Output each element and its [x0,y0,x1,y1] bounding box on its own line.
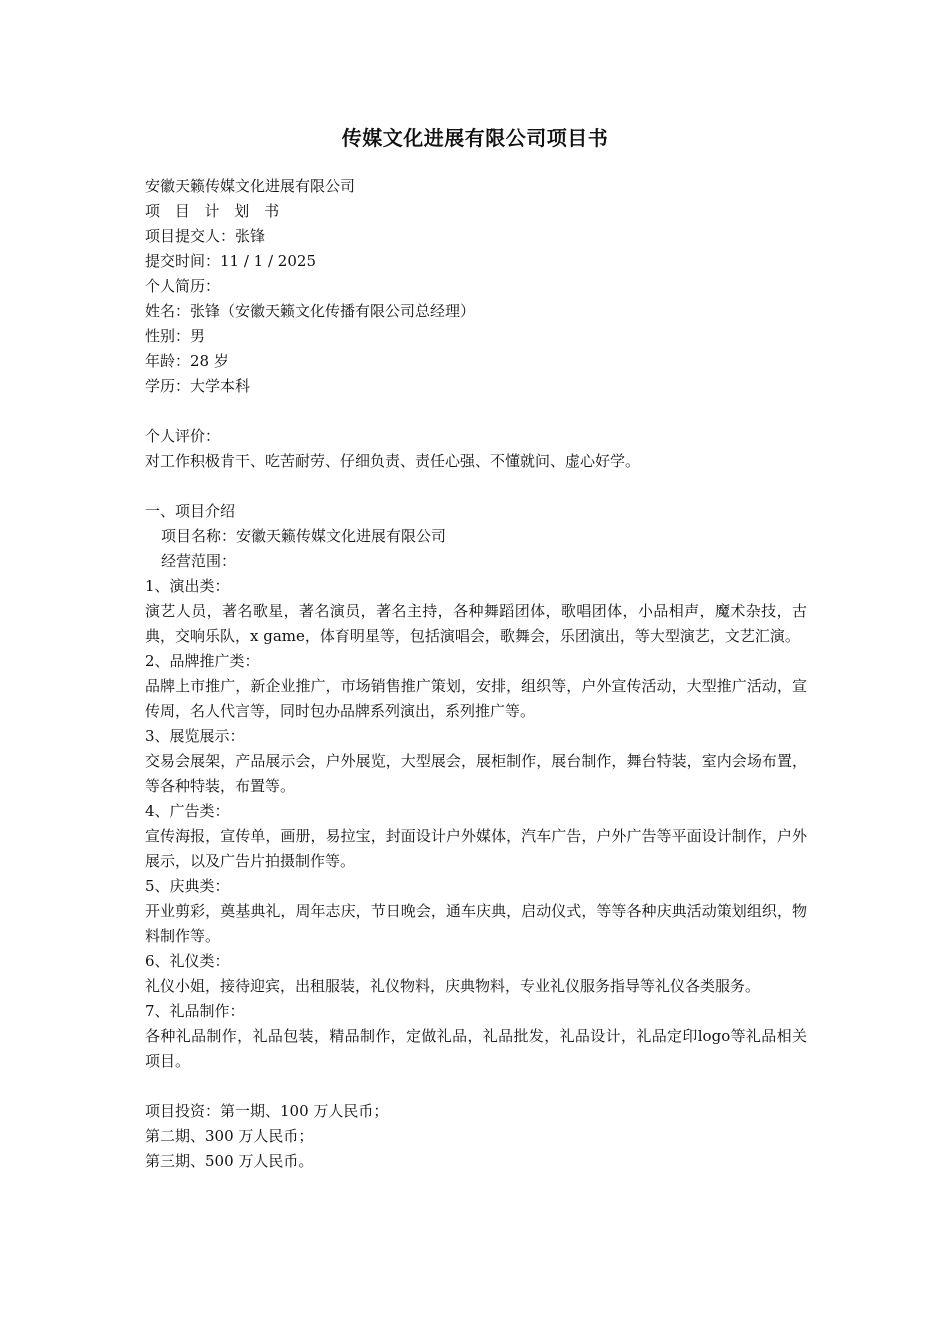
document-body [145,174,807,1174]
investment-phase3: 第三期、500 万人民币。 [145,1152,314,1170]
resume-education: 学历：大学本科 [145,377,251,395]
section-text: 交易会展架，产品展示会，户外展览，大型展会，展柜制作，展台制作，舞台特装，室内会场布置，等各种特装，布置等。 [145,752,807,795]
resume-age: 年龄：28 岁 [145,352,229,370]
spacer [145,474,807,499]
company-name: 安徽天籁传媒文化进展有限公司 [145,177,356,195]
document-title: 传媒文化进展有限公司项目书 [341,126,609,150]
section-heading: 7、礼品制作： [145,1002,245,1020]
submit-time-line: 提交时间：11 / 1 / 2025 [145,252,316,270]
section-text: 开业剪彩，奠基典礼，周年志庆，节日晚会，通车庆典，启动仪式，等等各种庆典活动策划组织，物料制作等。 [145,902,807,945]
section-text: 礼仪小姐，接待迎宾，出租服装，礼仪物料，庆典物料，专业礼仪服务指导等礼仪各类服务。 [145,977,761,995]
section-text: 各种礼品制作，礼品包装，精品制作，定做礼品，礼品批发，礼品设计，礼品定印logo等礼品相关项目。 [145,1027,807,1070]
section-text: 宣传海报，宣传单，画册，易拉宝，封面设计户外媒体，汽车广告，户外广告等平面设计制作，户外展示，以及广告片拍摄制作等。 [145,827,807,870]
section-heading: 5、庆典类： [145,877,230,895]
resume-heading: 个人简历： [145,277,221,295]
section-heading: 6、礼仪类： [145,952,230,970]
spacer [145,399,807,424]
intro-heading: 一、项目介绍 [145,502,236,520]
submitter-line: 项目提交人：张锋 [145,227,266,245]
section-heading: 2、品牌推广类： [145,652,260,670]
evaluation-heading: 个人评价： [145,427,221,445]
section-text: 品牌上市推广，新企业推广，市场销售推广策划，安排，组织等，户外宣传活动，大型推广活动，宣传周，名人代言等，同时包办品牌系列演出，系列推广等。 [145,677,807,720]
section-heading: 1、演出类： [145,577,230,595]
evaluation-text: 对工作积极肯干、吃苦耐劳、仔细负责、责任心强、不懂就问、虚心好学。 [145,452,641,470]
section-heading: 4、广告类： [145,802,230,820]
resume-gender: 性别：男 [145,327,206,345]
investment-phase2: 第二期、300 万人民币； [145,1127,314,1145]
scope-label: 经营范围： [161,552,237,570]
resume-name: 姓名：张锋（安徽天籁文化传播有限公司总经理） [145,302,476,320]
plan-label: 项 目 计 划 书 [145,202,285,220]
project-name-line: 项目名称：安徽天籁传媒文化进展有限公司 [161,527,447,545]
spacer [145,1074,807,1099]
section-heading: 3、展览展示： [145,727,245,745]
section-text: 演艺人员，著名歌星，著名演员，著名主持，各种舞蹈团体，歌唱团体，小品相声，魔术杂技，古典，交响乐队，x game，体育明星等，包括演唱会，歌舞会，乐团演出，等大型演艺，文艺汇演。 [145,602,807,645]
investment-phase1: 项目投资：第一期、100 万人民币； [145,1102,389,1120]
